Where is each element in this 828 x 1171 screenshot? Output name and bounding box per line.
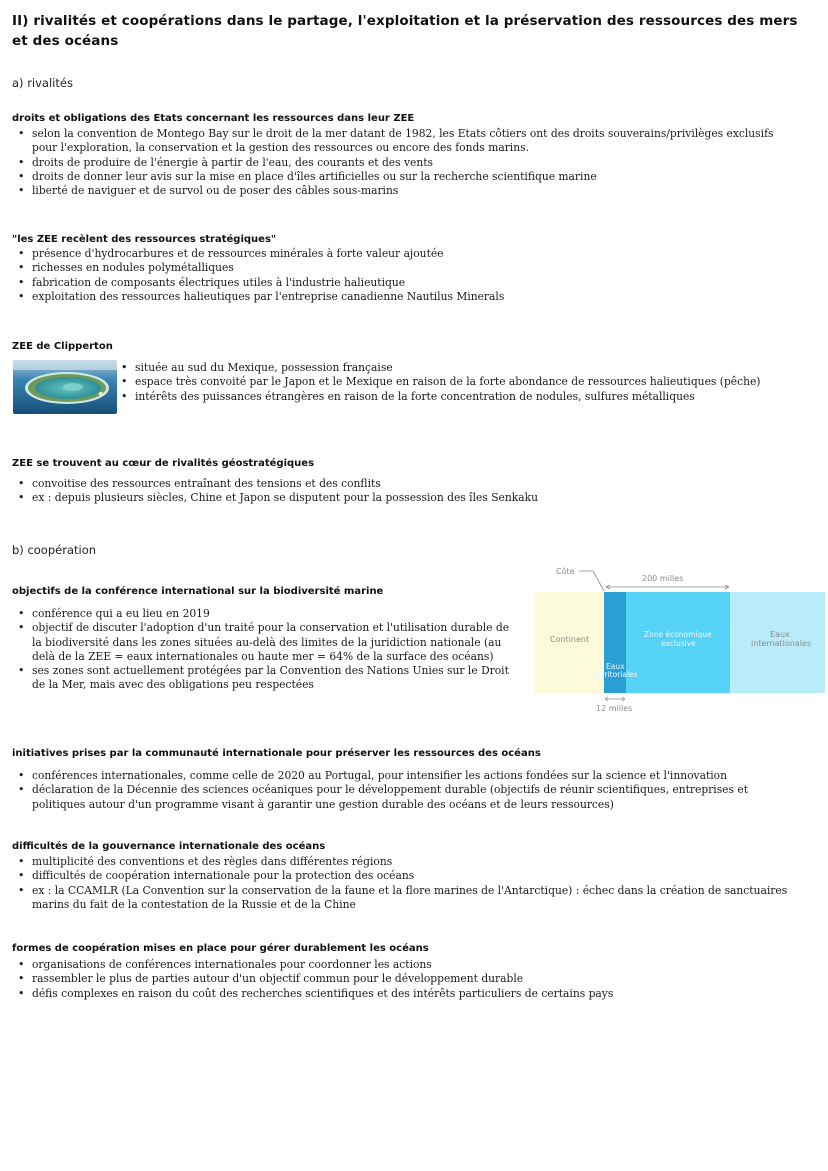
list-item: • objectif de discuter l'adoption d'un traité pour la conservation et l'utilisation durable de la biodiversité dans les zones situées au-delà des limites de la juridiction nationale (au delà de la ZEE = eaux internationales ou haute mer = 64% de la surface des océans) — [12, 621, 520, 664]
dist-200-label: 200 milles — [642, 574, 684, 583]
intl-label-1: Eaux — [770, 630, 790, 639]
list-item: • rassembler le plus de parties autour d'un objectif commun pour le développement durable — [12, 972, 802, 986]
cote-pointer — [579, 571, 604, 591]
list-item: • multiplicité des conventions et des règles dans différentes régions — [12, 855, 802, 869]
block2-list — [12, 247, 802, 304]
continent-label: Continent — [550, 635, 590, 644]
list-item: • droits de produire de l'énergie à partir de l'eau, des courants et des vents — [12, 156, 802, 170]
list-item: • située au sud du Mexique, possession française — [115, 361, 815, 375]
clipperton-island-photo — [13, 360, 117, 414]
list-item: • intérêts des puissances étrangères en raison de la forte concentration de nodules, sulfures métalliques — [115, 390, 815, 404]
list-item: • conférence qui a eu lieu en 2019 — [12, 607, 520, 621]
list-item: • exploitation des ressources halieutiques par l'entreprise canadienne Nautilus Minerals — [12, 290, 802, 304]
list-item: • présence d'hydrocarbures et de ressources minérales à forte valeur ajoutée — [12, 247, 802, 261]
list-item: • richesses en nodules polymétalliques — [12, 261, 802, 275]
block7-heading: difficultés de la gouvernance internationale des océans — [12, 841, 326, 852]
block4-heading: ZEE se trouvent au cœur de rivalités géostratégiques — [12, 458, 315, 469]
block4-list — [12, 477, 802, 506]
block6-heading: initiatives prises par la communauté internationale pour préserver les ressources des océans — [12, 748, 541, 759]
list-item: • droits de donner leur avis sur la mise en place d'îles artificielles ou sur la recherche scientifique marine — [12, 170, 802, 184]
page-title: II) rivalités et coopérations dans le partage, l'exploitation et la préservation des ressources des mers et des océans — [12, 13, 798, 49]
block2-heading: "les ZEE recèlent des ressources stratégiques" — [12, 234, 277, 245]
list-item: • espace très convoité par le Japon et le Mexique en raison de la forte abondance de ressources halieutiques (pêche) — [115, 375, 815, 389]
block8-list — [12, 958, 802, 1001]
block3-heading: ZEE de Clipperton — [12, 341, 113, 352]
list-item: • ex : la CCAMLR (La Convention sur la conservation de la faune et la flore marines de l'Antarctique) : échec dans la création de sanctuaires marins du fait de la contestation de la Russie et de la Chine — [12, 884, 802, 913]
block7-list — [12, 855, 802, 912]
block1-list — [12, 127, 802, 198]
dist-12-arrow — [605, 697, 625, 701]
list-item: • déclaration de la Décennie des sciences océaniques pour le développement durable (objectifs de réunir scientifiques, entreprises et politiques autour d'un programme visant à garantir une gestion durable des océans et de leurs ressources) — [12, 783, 802, 812]
maritime-zones-diagram — [533, 563, 826, 715]
dist-12-label: 12 milles — [596, 704, 633, 713]
list-item: • conférences internationales, comme celle de 2020 au Portugal, pour intensifier les actions fondées sur la science et l'innovation — [12, 769, 802, 783]
list-item: • ses zones sont actuellement protégées par la Convention des Nations Unies sur le Droit de la Mer, mais avec des obligations peu respectées — [12, 664, 520, 693]
block6-list — [12, 769, 802, 812]
list-item: • liberté de naviguer et de survol ou de poser des câbles sous-marins — [12, 184, 802, 198]
list-item: • défis complexes en raison du coût des recherches scientifiques et des intérêts particuliers de certains pays — [12, 987, 802, 1001]
cote-label: Côte — [556, 567, 575, 576]
list-item: • convoitise des ressources entraînant des tensions et des conflits — [12, 477, 802, 491]
section-a-title: a) rivalités — [12, 76, 73, 90]
zee-label-1: Zone économique — [644, 630, 712, 639]
intl-label-2: internationales — [751, 639, 812, 648]
list-item: • selon la convention de Montego Bay sur le droit de la mer datant de 1982, les Etats côtiers ont des droits souverains/privilèges exclusifs pour l'exploration, la conservation et la gestion des ressources ou encore des fonds marins. — [12, 127, 802, 156]
island-image — [13, 360, 117, 414]
list-item: • ex : depuis plusieurs siècles, Chine et Japon se disputent pour la possession des îles Senkaku — [12, 491, 802, 505]
block1-heading: droits et obligations des Etats concernant les ressources dans leur ZEE — [12, 113, 415, 124]
dist-200-arrow — [606, 585, 729, 589]
block5-heading: objectifs de la conférence international sur la biodiversité marine — [12, 586, 384, 597]
list-item: • fabrication de composants électriques utiles à l'industrie halieutique — [12, 276, 802, 290]
block8-heading: formes de coopération mises en place pour gérer durablement les océans — [12, 943, 429, 954]
zee-label-2: exclusive — [661, 639, 696, 648]
terr-label-1: Eaux — [606, 662, 625, 671]
list-item: • difficultés de coopération internationale pour la protection des océans — [12, 869, 802, 883]
block3-list — [115, 361, 815, 404]
list-item: • organisations de conférences internationales pour coordonner les actions — [12, 958, 802, 972]
block5-list — [12, 607, 520, 693]
terr-label-2: territoriales — [594, 670, 638, 679]
section-b-title: b) coopération — [12, 543, 97, 557]
